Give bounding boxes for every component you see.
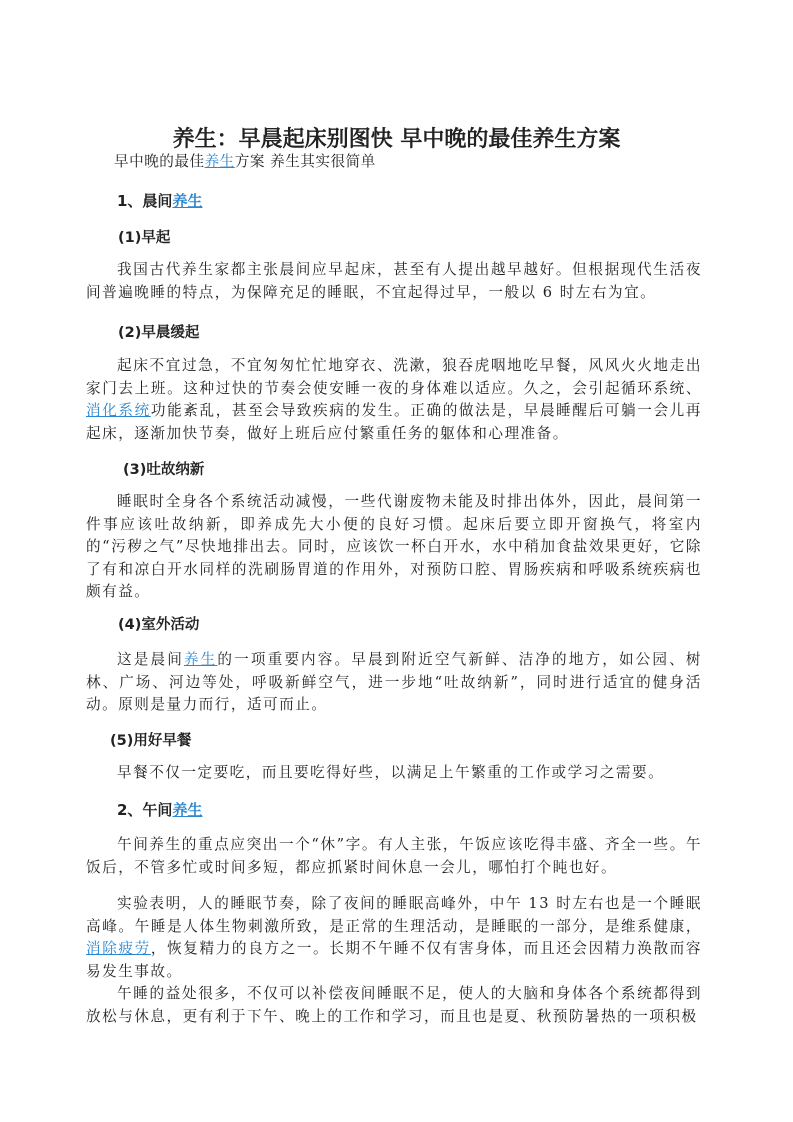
subtitle bbox=[114, 151, 730, 174]
paragraph: 我国古代养生家都主张晨间应早起床，甚至有人提出越早越好。但根据现代生活夜间普遍晚睡的特点，为保障充足的睡眠，不宜起得过早，一般以 6 时左右为宜。 bbox=[86, 261, 702, 301]
heading-breakfast: (5)用好早餐 bbox=[110, 733, 192, 749]
page-title: 养生：早晨起床别图快 早中晚的最佳养生方案 bbox=[172, 127, 621, 152]
yangsheng-link[interactable]: 养生 bbox=[204, 153, 235, 170]
yangsheng-link[interactable]: 养生 bbox=[172, 192, 203, 210]
heading-slow-rise: (2)早晨缓起 bbox=[118, 325, 200, 341]
paragraph: 早餐不仅一定要吃，而且要吃得好些，以满足上午繁重的工作或学习之需要。 bbox=[117, 764, 665, 781]
subtitle-text: 早中晚的最佳 bbox=[114, 153, 205, 170]
yangsheng-link[interactable]: 养生 bbox=[183, 651, 218, 668]
paragraph bbox=[86, 893, 702, 983]
heading-early-rise: (1)早起 bbox=[118, 230, 171, 246]
section-heading-morning bbox=[117, 190, 733, 211]
section-label: 2、午间 bbox=[117, 801, 173, 819]
subtitle-text: 方案 养生其实很简单 bbox=[234, 153, 376, 170]
paragraph-text: 功能紊乱，甚至会导致疾病的发生。正确的做法是，早晨睡醒后可躺一会儿再起床，逐渐加快节奏，做好上班后应付繁重任务的躯体和心理准备。 bbox=[86, 402, 702, 442]
heading-breathe: (3)吐故纳新 bbox=[123, 462, 205, 478]
section-heading-noon bbox=[117, 799, 733, 820]
heading-outdoor: (4)室外活动 bbox=[118, 617, 200, 633]
paragraph: 午睡的益处很多，不仅可以补偿夜间睡眠不足，使人的大脑和身体各个系统都得到放松与休息，更有利于下午、晚上的工作和学习，而且也是夏、秋预防暑热的一项积极 bbox=[86, 985, 702, 1025]
paragraph bbox=[86, 649, 702, 717]
paragraph bbox=[86, 355, 702, 445]
paragraph-text: 实验表明，人的睡眠节奏，除了夜间的睡眠高峰外，中午 13 时左右也是一个睡眠高峰。午睡是人体生物刺激所致，是正常的生理活动，是睡眠的一部分，是维系健康， bbox=[86, 895, 702, 935]
relieve-fatigue-link[interactable]: 消除疲劳 bbox=[86, 940, 151, 958]
yangsheng-link[interactable]: 养生 bbox=[172, 801, 203, 819]
paragraph: 睡眠时全身各个系统活动减慢，一些代谢废物未能及时排出体外，因此，晨间第一件事应该吐故纳新，即养成先大小便的良好习惯。起床后要立即开窗换气，将室内的“污秽之气”尽快地排出去。同时，应该饮一杯白开水，水中稍加食盐效果更好，它除了有和凉白开水同样的洗刷肠胃道的作用外，对预防口腔、胃肠疾病和呼吸系统疾病也颇有益。 bbox=[86, 493, 702, 601]
digestive-system-link[interactable]: 消化系统 bbox=[86, 402, 151, 420]
paragraph-text: 起床不宜过急，不宜匆匆忙忙地穿衣、洗漱，狼吞虎咽地吃早餐，风风火火地走出家门去上班。这种过快的节奏会使安睡一夜的身体难以适应。久之，会引起循环系统、 bbox=[86, 357, 702, 397]
paragraph-text: ，恢复精力的良方之一。长期不午睡不仅有害身体，而且还会因精力涣散而容易发生事故。 bbox=[86, 940, 702, 980]
section-label: 1、晨间 bbox=[117, 192, 173, 210]
paragraph-text: 的一项重要内容。早晨到附近空气新鲜、洁净的地方，如公园、树林、广场、河边等处，呼吸新鲜空气，进一步地“吐故纳新”，同时进行适宜的健身活动。原则是量力而行，适可而止。 bbox=[86, 651, 702, 714]
paragraph: 午间养生的重点应突出一个“休”字。有人主张，午饭应该吃得丰盛、齐全一些。午饭后，不管多忙或时间多短，都应抓紧时间休息一会儿，哪怕打个盹也好。 bbox=[86, 836, 702, 876]
paragraph-text: 这是晨间 bbox=[117, 651, 184, 668]
